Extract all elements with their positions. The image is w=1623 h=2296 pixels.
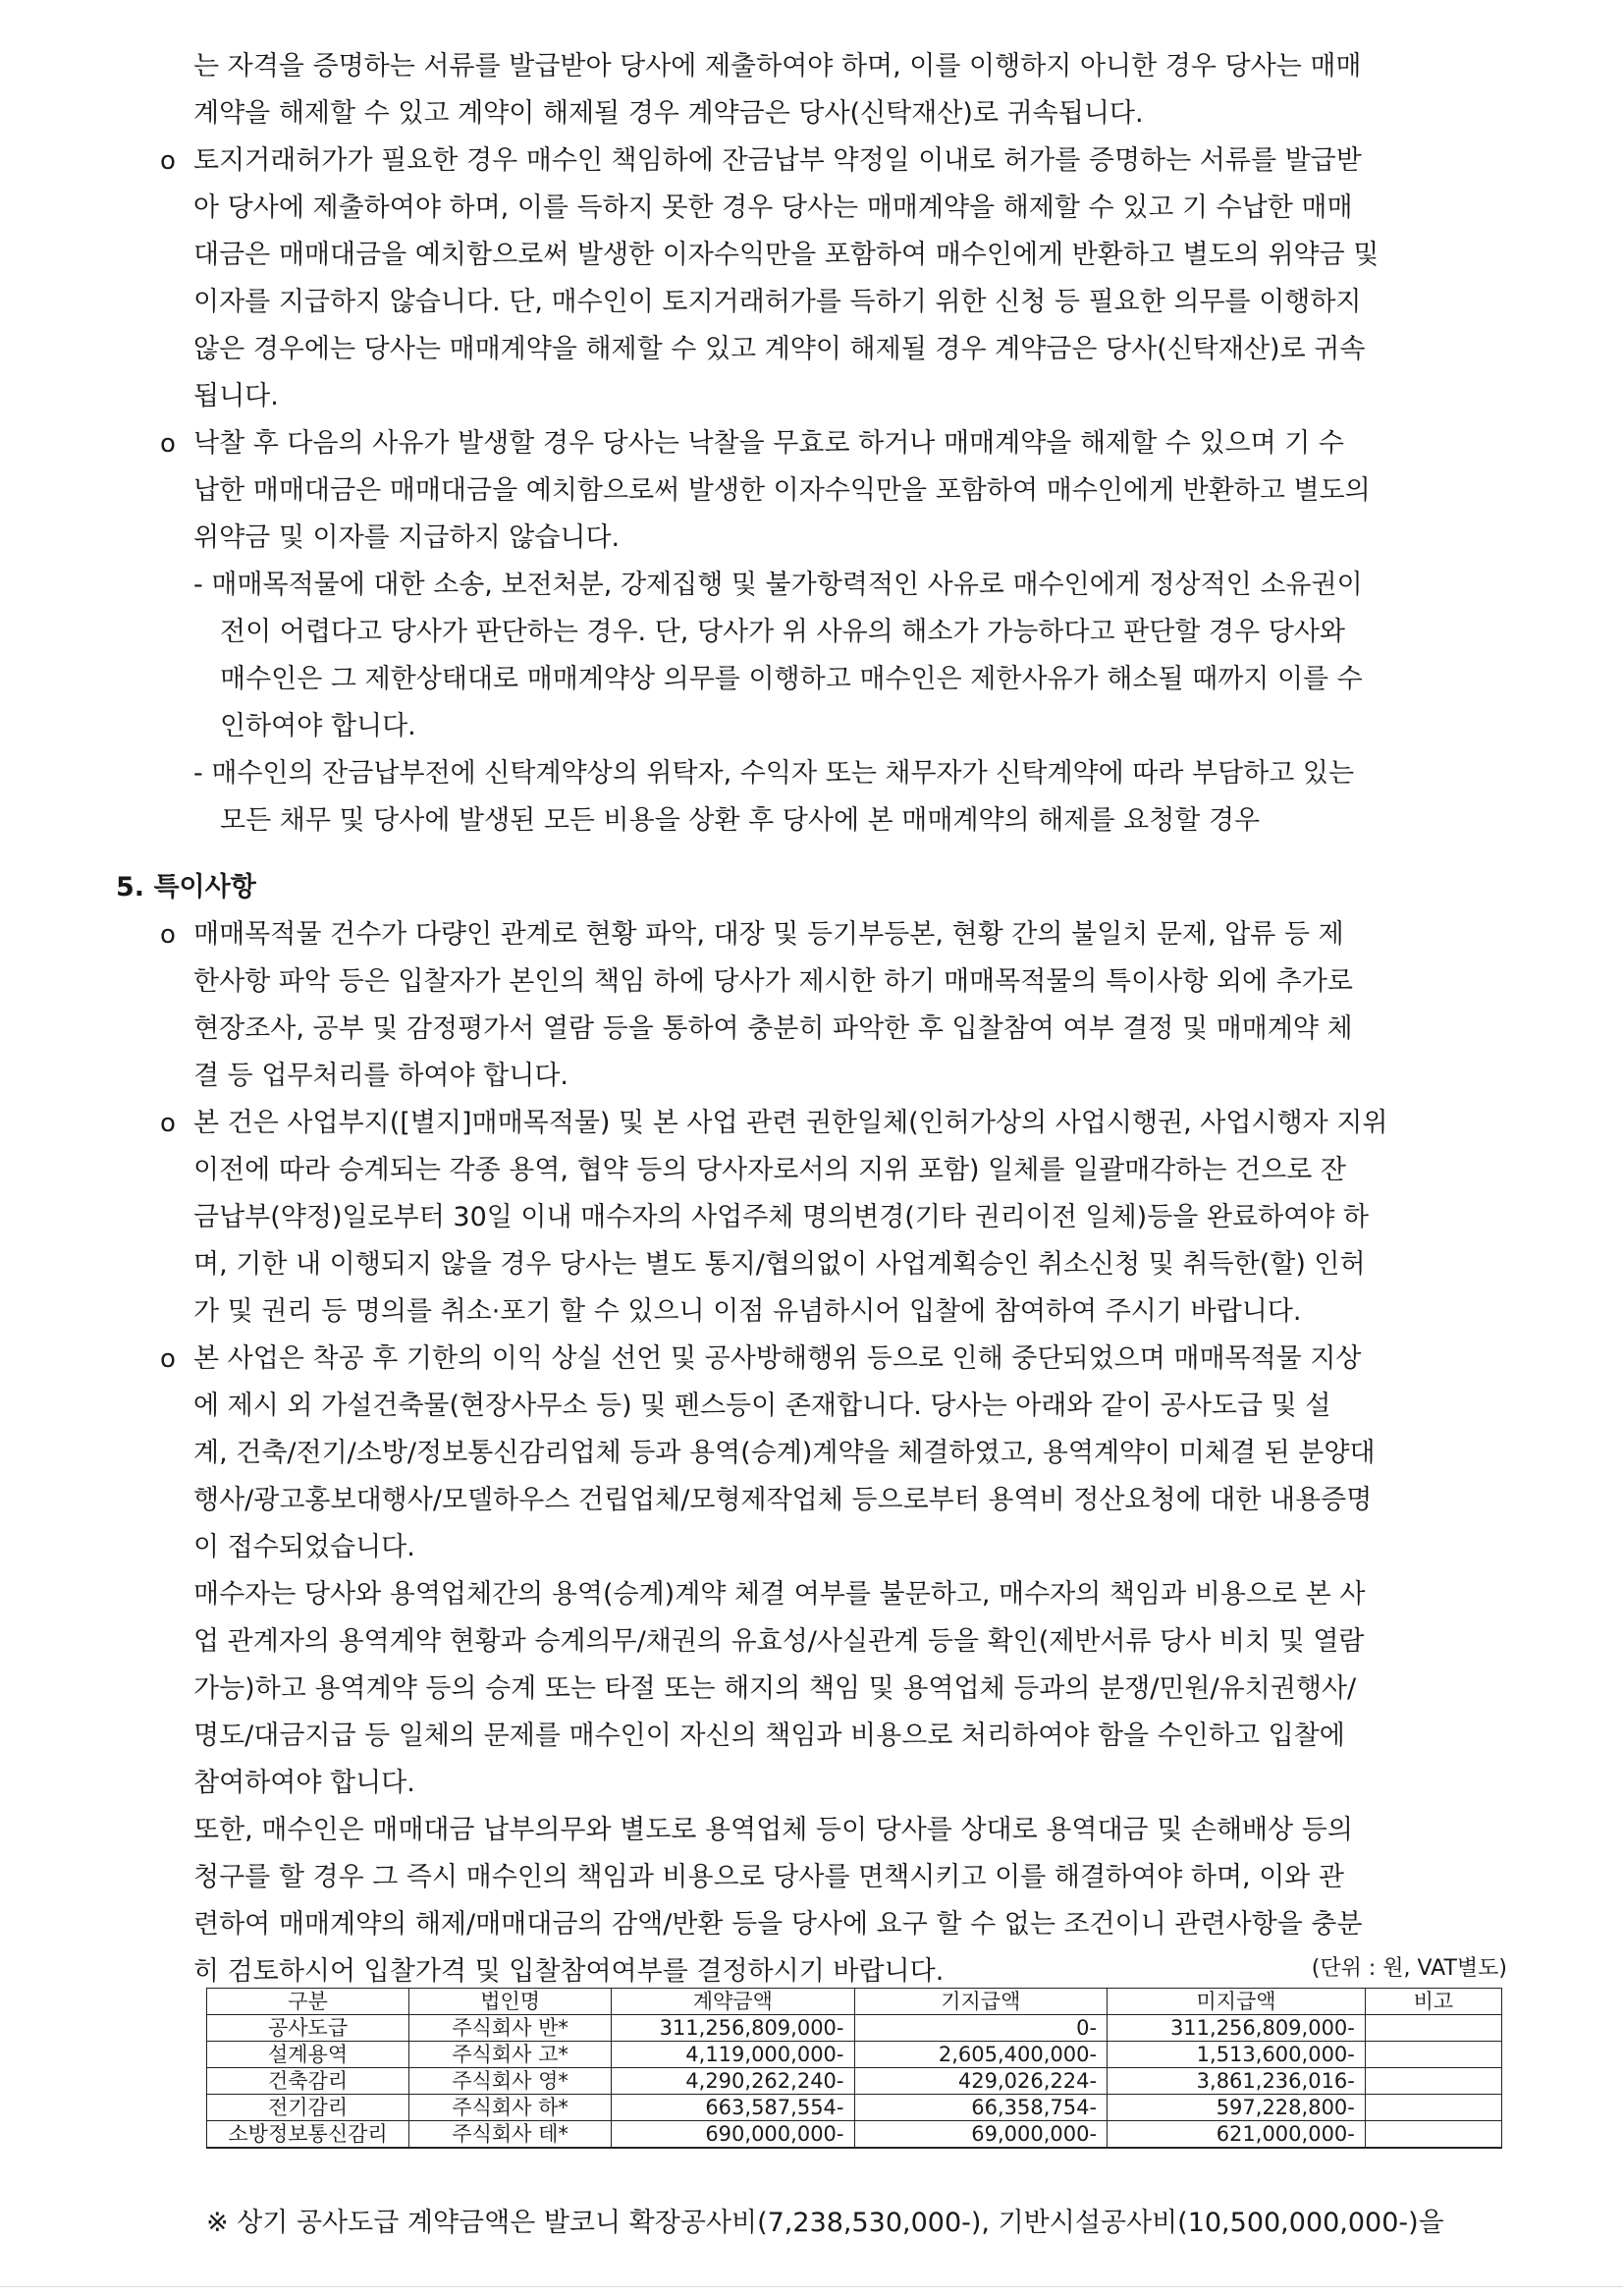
table-cell: 설계용역 (207, 2042, 409, 2068)
table-cell: 4,119,000,000- (612, 2042, 854, 2068)
table-cell: 597,228,800- (1108, 2095, 1366, 2121)
s5-bullet3-para-b-line-3: 가능)하고 용역계약 등의 승계 또는 타절 또는 해지의 책임 및 용역업체 등과의 분쟁/민원/유치권행사/ (193, 1673, 1357, 1704)
s5-bullet3-line-4: 행사/광고홍보대행사/모델하우스 건립업체/모형제작업체 등으로부터 용역비 정산요청에 대한 내용증명 (193, 1485, 1373, 1515)
table-cell: 주식회사 반* (409, 2015, 612, 2042)
table-row (207, 2068, 1502, 2095)
para2-line-2: 아 당사에 제출하여야 하며, 이를 득하지 못한 경우 당사는 매매계약을 해제할 수 있고 기 수납한 매매 (193, 192, 1353, 223)
para1-line-2: 계약을 해제할 수 있고 계약이 해제될 경우 계약금은 당사(신탁재산)로 귀속됩니다. (193, 98, 1144, 129)
table-cell: 공사도급 (207, 2015, 409, 2042)
table-cell: 311,256,809,000- (612, 2015, 854, 2042)
para2-line-5: 않은 경우에는 당사는 매매계약을 해제할 수 있고 계약이 해제될 경우 계약금은 당사(신탁재산)로 귀속 (193, 334, 1366, 364)
footnote: ※ 상기 공사도급 계약금액은 발코니 확장공사비(7,238,530,000-), 기반시설공사비(10,500,000,000-)을 (206, 2208, 1444, 2238)
sub-item-1-line-4: 인하여야 합니다. (220, 711, 416, 741)
s5-bullet2-line-5: 가 및 권리 등 명의를 취소·포기 할 수 있으니 이점 유념하시어 입찰에 참여하여 주시기 바랍니다. (193, 1296, 1302, 1327)
column-header: 법인명 (409, 1989, 612, 2015)
para3-line-3: 위약금 및 이자를 지급하지 않습니다. (193, 522, 621, 553)
table-cell: 1,513,600,000- (1108, 2042, 1366, 2068)
para2-line-4: 이자를 지급하지 않습니다. 단, 매수인이 토지거래허가를 득하기 위한 신청 등 필요한 의무를 이행하지 (193, 287, 1362, 317)
para2-line-3: 대금은 매매대금을 예치함으로써 발생한 이자수익만을 포함하여 매수인에게 반환하고 별도의 위약금 및 (193, 240, 1380, 270)
s5-bullet3-line-1: 본 사업은 착공 후 기한의 이익 상실 선언 및 공사방해행위 등으로 인해 중단되었으며 매매목적물 지상 (193, 1343, 1362, 1374)
bullet-marker: o (160, 920, 176, 950)
table-cell: 2,605,400,000- (854, 2042, 1108, 2068)
s5-bullet3-para-b-line-2: 업 관계자의 용역계약 현황과 승계의무/채권의 유효성/사실관계 등을 확인(제반서류 당사 비치 및 열람 (193, 1626, 1365, 1657)
table-cell: 전기감리 (207, 2095, 409, 2121)
sub-item-2-line-2: 모든 채무 및 당사에 발생된 모든 비용을 상환 후 당사에 본 매매계약의 해제를 요청할 경우 (220, 805, 1261, 836)
s5-bullet1-line-2: 한사항 파악 등은 입찰자가 본인의 책임 하에 당사가 제시한 하기 매매목적물의 특이사항 외에 추가로 (193, 966, 1353, 997)
table-cell (1365, 2121, 1501, 2149)
column-header: 계약금액 (612, 1989, 854, 2015)
table-cell: 690,000,000- (612, 2121, 854, 2149)
para3-line-1: 낙찰 후 다음의 사유가 발생할 경우 당사는 낙찰을 무효로 하거나 매매계약을 해제할 수 있으며 기 수 (193, 428, 1345, 459)
s5-bullet3-para-b-line-4: 명도/대금지급 등 일체의 문제를 매수인이 자신의 책임과 비용으로 처리하여야 함을 수인하고 입찰에 (193, 1721, 1345, 1751)
bullet-marker: o (160, 146, 176, 176)
table-cell: 429,026,224- (854, 2068, 1108, 2095)
table-row (207, 2121, 1502, 2149)
sub-item-1-line-2: 전이 어렵다고 당사가 판단하는 경우. 단, 당사가 위 사유의 해소가 가능하다고 판단할 경우 당사와 (220, 617, 1345, 647)
table-cell: 66,358,754- (854, 2095, 1108, 2121)
s5-bullet3-para-c-line-1: 또한, 매수인은 매매대금 납부의무와 별도로 용역업체 등이 당사를 상대로 용역대금 및 손해배상 등의 (193, 1815, 1353, 1845)
table-unit-note: (단위 : 원, VAT별도) (1311, 1956, 1507, 1981)
table-cell: 건축감리 (207, 2068, 409, 2095)
table-cell: 주식회사 고* (409, 2042, 612, 2068)
s5-bullet3-para-c-line-4: 히 검토하시어 입찰가격 및 입찰참여여부를 결정하시기 바랍니다. (193, 1956, 945, 1987)
table-cell: 주식회사 영* (409, 2068, 612, 2095)
table-cell: 621,000,000- (1108, 2121, 1366, 2149)
s5-bullet3-para-b-line-1: 매수자는 당사와 용역업체간의 용역(승계)계약 체결 여부를 불문하고, 매수자의 책임과 비용으로 본 사 (193, 1579, 1366, 1610)
s5-bullet3-line-2: 에 제시 외 가설건축물(현장사무소 등) 및 펜스등이 존재합니다. 당사는 아래와 같이 공사도급 및 설 (193, 1391, 1331, 1421)
para1-line-1: 는 자격을 증명하는 서류를 발급받아 당사에 제출하여야 하며, 이를 이행하지 아니한 경우 당사는 매매 (193, 51, 1362, 82)
table-cell: 69,000,000- (854, 2121, 1108, 2149)
page-bottom-divider (0, 2286, 1623, 2287)
column-header: 기지급액 (854, 1989, 1108, 2015)
s5-bullet2-line-4: 며, 기한 내 이행되지 않을 경우 당사는 별도 통지/협의없이 사업계획승인 취소신청 및 취득한(할) 인허 (193, 1249, 1366, 1280)
table-cell: 663,587,554- (612, 2095, 854, 2121)
column-header: 미지급액 (1108, 1989, 1366, 2015)
bullet-marker: o (160, 429, 176, 459)
sub-item-2-line-1: - 매수인의 잔금납부전에 신탁계약상의 위탁자, 수익자 또는 채무자가 신탁계약에 따라 부담하고 있는 (193, 758, 1355, 789)
table-cell (1365, 2015, 1501, 2042)
table-cell: 주식회사 테* (409, 2121, 612, 2149)
table-cell: 0- (854, 2015, 1108, 2042)
table-cell (1365, 2042, 1501, 2068)
sub-item-1-line-1: - 매매목적물에 대한 소송, 보전처분, 강제집행 및 불가항력적인 사유로 매수인에게 정상적인 소유권이 (193, 570, 1363, 600)
sub-item-1-line-3: 매수인은 그 제한상태대로 매매계약상 의무를 이행하고 매수인은 제한사유가 해소될 때까지 이를 수 (220, 664, 1363, 694)
s5-bullet2-line-2: 이전에 따라 승계되는 각종 용역, 협약 등의 당사자로서의 지위 포함) 일체를 일괄매각하는 건으로 잔 (193, 1155, 1346, 1185)
table-header-row (207, 1989, 1502, 2015)
s5-bullet3-para-b-line-5: 참여하여야 합니다. (193, 1768, 415, 1798)
table-row (207, 2042, 1502, 2068)
column-header: 비고 (1365, 1989, 1501, 2015)
para2-line-6: 됩니다. (193, 381, 279, 411)
table-cell: 4,290,262,240- (612, 2068, 854, 2095)
table-cell (1365, 2068, 1501, 2095)
table-cell: 소방정보통신감리 (207, 2121, 409, 2149)
table-row (207, 2015, 1502, 2042)
s5-bullet2-line-1: 본 건은 사업부지([별지]매매목적물) 및 본 사업 관련 권한일체(인허가상의 사업시행권, 사업시행자 지위 (193, 1108, 1388, 1138)
s5-bullet3-line-3: 계, 건축/전기/소방/정보통신감리업체 등과 용역(승계)계약을 체결하였고, 용역계약이 미체결 된 분양대 (193, 1438, 1376, 1468)
table-cell: 3,861,236,016- (1108, 2068, 1366, 2095)
para3-line-2: 납한 매매대금은 매매대금을 예치함으로써 발생한 이자수익만을 포함하여 매수인에게 반환하고 별도의 (193, 475, 1371, 506)
s5-bullet1-line-1: 매매목적물 건수가 다량인 관계로 현황 파악, 대장 및 등기부등본, 현황 간의 불일치 문제, 압류 등 제 (193, 919, 1344, 950)
table-cell (1365, 2095, 1501, 2121)
column-header: 구분 (207, 1989, 409, 2015)
s5-bullet3-line-5: 이 접수되었습니다. (193, 1532, 415, 1562)
bullet-marker: o (160, 1109, 176, 1138)
s5-bullet1-line-4: 결 등 업무처리를 하여야 합니다. (193, 1061, 568, 1091)
para2-line-1: 토지거래허가가 필요한 경우 매수인 책임하에 잔금납부 약정일 이내로 허가를 증명하는 서류를 발급받 (193, 145, 1362, 176)
contracts-table (206, 1988, 1502, 2149)
s5-bullet1-line-3: 현장조사, 공부 및 감정평가서 열람 등을 통하여 충분히 파악한 후 입찰참여 여부 결정 및 매매계약 체 (193, 1013, 1353, 1044)
table-cell: 주식회사 하* (409, 2095, 612, 2121)
table-cell: 311,256,809,000- (1108, 2015, 1366, 2042)
s5-bullet2-line-3: 금납부(약정)일로부터 30일 이내 매수자의 사업주체 명의변경(기타 권리이전 일체)등을 완료하여야 하 (193, 1202, 1370, 1232)
bullet-marker: o (160, 1344, 176, 1374)
s5-bullet3-para-c-line-2: 청구를 할 경우 그 즉시 매수인의 책임과 비용으로 당사를 면책시키고 이를 해결하여야 하며, 이와 관 (193, 1862, 1345, 1892)
s5-bullet3-para-c-line-3: 련하여 매매계약의 해제/매매대금의 감액/반환 등을 당사에 요구 할 수 없는 조건이니 관련사항을 충분 (193, 1909, 1363, 1940)
table-row (207, 2095, 1502, 2121)
section-heading: 5. 특이사항 (116, 872, 256, 902)
